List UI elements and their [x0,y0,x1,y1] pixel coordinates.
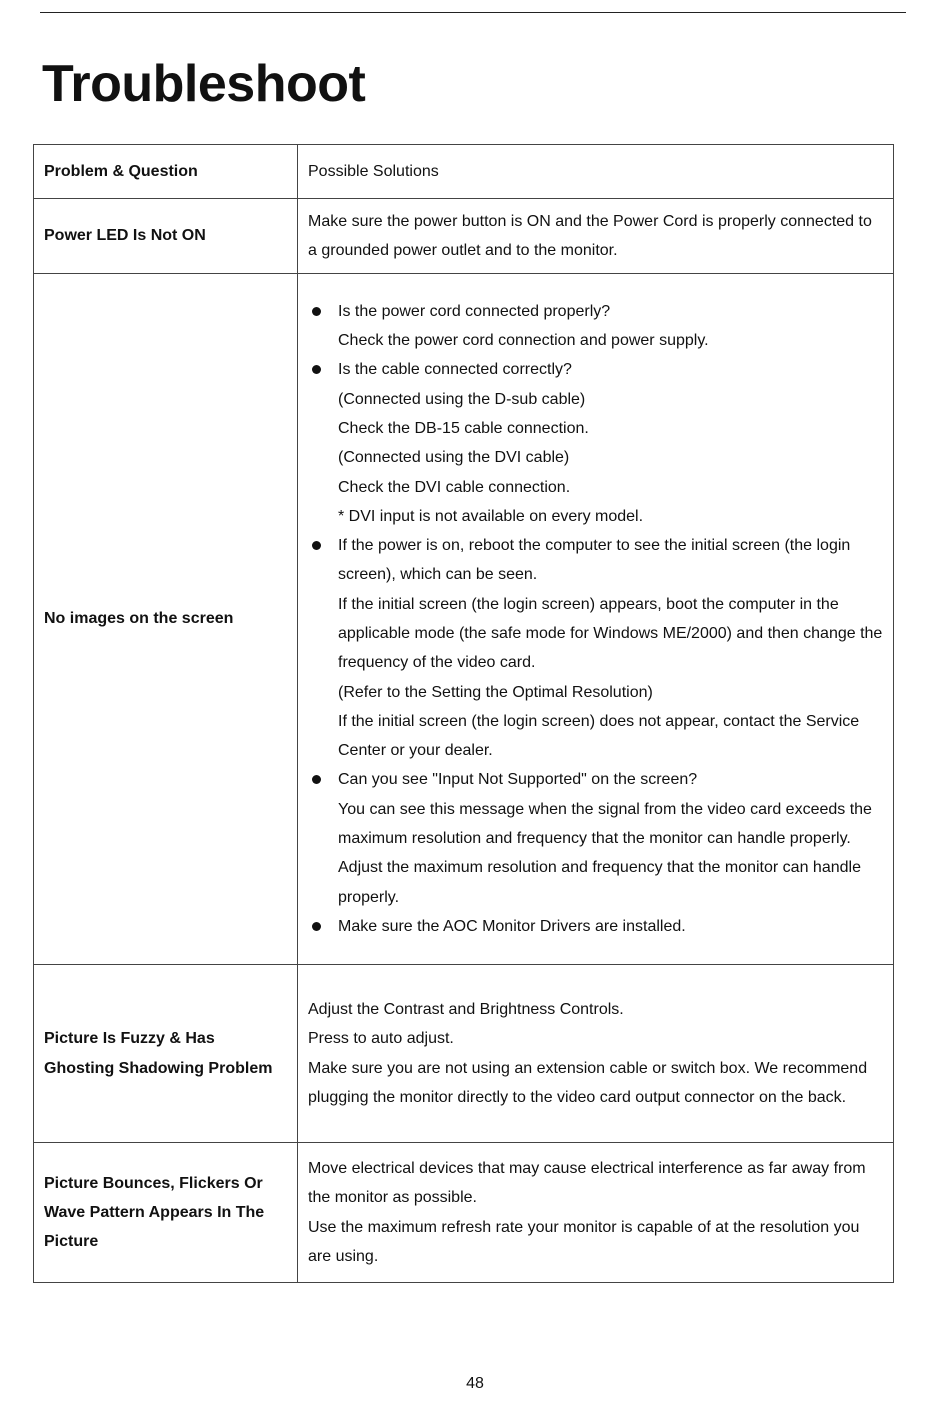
solution-line: Make sure the power button is ON and the Power Cord is properly connected to a grounded power outlet and to the monitor. [308,212,872,259]
bullet-dot-icon [312,775,321,784]
header-solutions: Possible Solutions [298,145,894,199]
solutions-cell [298,1143,894,1283]
table-row [34,274,894,965]
bullet-line: (Connected using the D-sub cable) [338,390,586,408]
solution-line: Make sure you are not using an extension cable or switch box. We recommend plugging the monitor directly to the video card output connector on the back. [308,1059,868,1106]
bullet-line: Check the DVI cable connection. [338,478,571,496]
problem-cell: Power LED Is Not ON [34,199,298,274]
bullet-line: * DVI input is not available on every model. [338,507,644,525]
solution-line: Move electrical devices that may cause electrical interference as far away from the monitor as possible. [308,1159,866,1207]
solution-line: Press to auto adjust. [308,1030,454,1048]
bullet-line: (Connected using the DVI cable) [338,449,570,467]
bullet-line: If the initial screen (the login screen) does not appear, contact the Service Center or your dealer. [338,712,860,760]
bullet-line: Make sure the AOC Monitor Drivers are installed. [338,917,686,935]
bullet-line: Is the cable connected correctly? [338,361,572,379]
bullet-line: You can see this message when the signal from the video card exceeds the maximum resolution and frequency that the monitor can handle properly. [338,800,872,848]
bullet-dot-icon [312,922,321,931]
page-number: 48 [466,1375,484,1392]
bullet-line: Can you see "Input Not Supported" on the screen? [338,771,698,789]
problem-cell: No images on the screen [34,274,298,965]
table-row [34,1143,894,1283]
solution-line: Adjust the Contrast and Brightness Controls. [308,1000,624,1018]
bullet-line: (Refer to the Setting the Optimal Resolution) [338,683,653,701]
table-header-row [34,145,894,199]
bullet-item [308,765,883,911]
bullet-line: Check the power cord connection and power supply. [338,332,709,350]
troubleshoot-table [33,144,894,1283]
top-rule [40,12,906,13]
solution-bullet-list [308,297,883,942]
bullet-item [308,531,883,765]
bullet-line: If the power is on, reboot the computer to see the initial screen (the login screen), which can be seen. [338,537,851,584]
solutions-cell [298,965,894,1143]
bullet-dot-icon [312,365,321,374]
header-problem: Problem & Question [34,145,298,199]
solution-line: Use the maximum refresh rate your monitor is capable of at the resolution you are using. [308,1218,860,1265]
problem-cell: Picture Is Fuzzy & Has Ghosting Shadowing Problem [34,965,298,1143]
problem-cell: Picture Bounces, Flickers Or Wave Pattern Appears In The Picture [34,1143,298,1283]
bullet-item [308,297,883,356]
bullet-item [308,912,883,941]
table-row [34,965,894,1143]
solutions-cell [298,274,894,965]
bullet-line: Is the power cord connected properly? [338,302,611,320]
bullet-dot-icon [312,541,321,550]
page-title: Troubleshoot [42,55,366,113]
bullet-dot-icon [312,307,321,316]
bullet-item [308,355,883,531]
table-row [34,199,894,274]
bullet-line: Adjust the maximum resolution and frequency that the monitor can handle properly. [338,859,861,906]
solutions-cell [298,199,894,274]
bullet-line: Check the DB-15 cable connection. [338,419,589,437]
bullet-line: If the initial screen (the login screen) appears, boot the computer in the applicable mode (the safe mode for Windows ME/2000) and then change the frequency of the video card. [338,595,883,672]
